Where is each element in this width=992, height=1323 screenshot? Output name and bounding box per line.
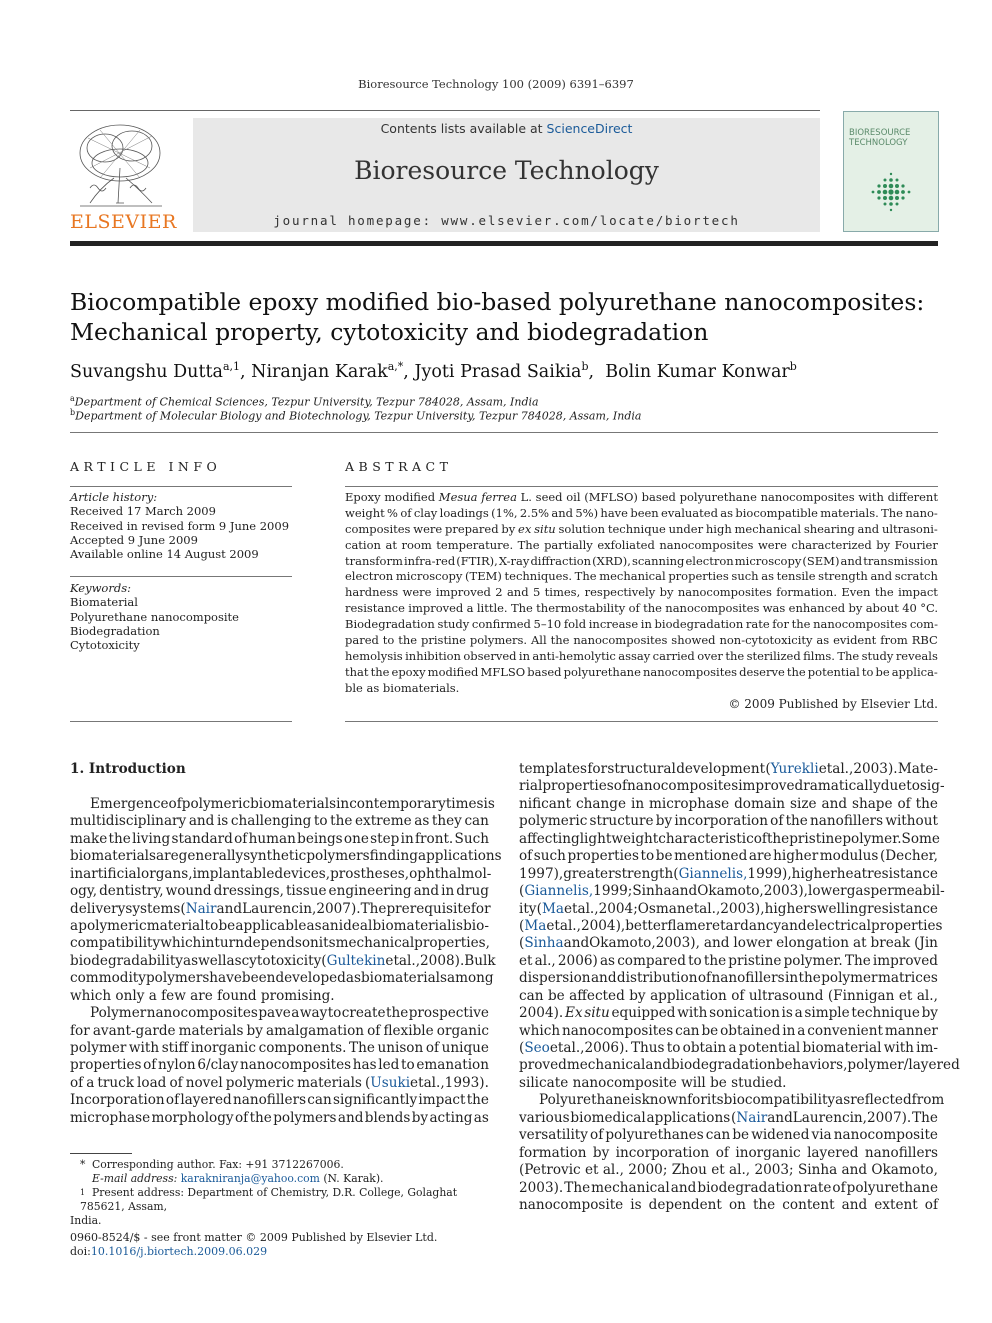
header-thick-rule <box>70 241 938 246</box>
affiliation-rule <box>70 432 938 433</box>
affiliation-sup: a <box>70 394 75 403</box>
body-line: silicate nanocomposite will be studied. <box>519 1074 787 1091</box>
abstract-line: ble as biomaterials. <box>345 680 460 695</box>
contents-prefix: Contents lists available at <box>380 121 547 136</box>
body-line: multidisciplinary and is challenging to the extreme as they can <box>70 813 489 830</box>
email-label: E-mail address: <box>92 1172 178 1185</box>
body-line: polymeric structure by incorporation of the nanofillers without <box>519 813 938 830</box>
abstract-copyright: © 2009 Published by Elsevier Ltd. <box>728 697 938 711</box>
abstract-line: that the epoxy modified MFLSO based polyurethane nanocomposites deserve the potential to be applica- <box>345 664 938 679</box>
contents-line <box>193 121 820 136</box>
section-heading: 1. Introduction <box>70 761 186 777</box>
info-bottom-rule <box>70 721 292 722</box>
author-sep: , <box>403 361 415 382</box>
body-line: compatibility which in turn depends on its mechanical properties, <box>70 935 490 952</box>
keywords <box>70 581 292 652</box>
history-item: Accepted 9 June 2009 <box>70 532 198 547</box>
body-line: ity (Maetal.,2004;Osmanetal.,2003), higher swelling resistance <box>519 900 938 917</box>
body-line: of a truck load of novel polymeric materials (Usukietal.,1993). <box>70 1074 489 1091</box>
body-line: (SinhaandOkamoto,2003), and lower elongation at break (Jin <box>519 935 938 952</box>
doi-link[interactable]: 10.1016/j.biortech.2009.06.029 <box>90 1245 268 1258</box>
front-matter <box>70 1231 437 1259</box>
doi-label: doi: <box>70 1245 91 1258</box>
footnote-email <box>70 1172 490 1186</box>
author-list <box>70 360 938 382</box>
history-label: Article history: <box>70 490 158 504</box>
body-line: Emergence of polymeric biomaterials in contemporary times is <box>90 795 495 812</box>
elsevier-logo[interactable] <box>70 118 177 234</box>
body-line: Incorporation of layered nanofillers can significantly impact the <box>70 1092 489 1109</box>
body-right-column <box>519 761 960 1214</box>
abstract-line: resistance improved a little. The thermostability of the nanocomposites was enhanced by about 40 °C. <box>345 601 938 616</box>
keywords-rule <box>70 576 292 577</box>
author-sup: a,1 <box>222 360 240 373</box>
body-line: 2003). The mechanical and biodegradation rate of polyurethane <box>519 1179 938 1196</box>
keyword: Biomaterial <box>70 595 138 610</box>
title-line: Mechanical property, cytotoxicity and biodegradation <box>70 318 709 346</box>
body-line: microphase morphology of the polymers and blends by acting as <box>70 1109 489 1126</box>
body-line: delivery systems (NairandLaurencin,2007). The prerequisite for <box>70 900 491 917</box>
footnote-text: India. <box>70 1214 102 1227</box>
body-line: which only a few are found promising. <box>70 987 335 1004</box>
abstract-heading: ABSTRACT <box>345 459 453 474</box>
footnotes <box>70 1158 490 1228</box>
body-line: (Seoetal.,2006). Thus to obtain a potential biomaterial with im- <box>519 1040 938 1056</box>
footnote-text: Present address: Department of Chemistry, D.R. College, Golaghat 785621, Assam, <box>80 1186 458 1213</box>
abstract-bottom-rule <box>345 721 938 722</box>
history-item: Available online 14 August 2009 <box>70 547 259 562</box>
cover-pattern-icon <box>844 112 938 231</box>
abstract-rule <box>345 486 938 487</box>
body-line: Polymer nanocomposites pave a way to create the prospective <box>90 1005 489 1022</box>
author-name[interactable]: Bolin Kumar Konwar <box>605 361 790 382</box>
body-line: (Giannelis,1999;SinhaandOkamoto,2003), lower gas permeabil- <box>519 883 945 900</box>
body-line: (Petrovic et al., 2000; Zhou et al., 2003; Sinha and Okamoto, <box>519 1162 938 1179</box>
journal-citation: Bioresource Technology 100 (2009) 6391–6397 <box>358 77 634 91</box>
body-line: of such properties to be mentioned are higher modulus (Decher, <box>519 848 938 865</box>
journal-homepage[interactable]: journal homepage: www.elsevier.com/locate/biortech <box>273 213 740 228</box>
body-line: affecting light weight characteristic of the pristine polymer. Some <box>519 830 940 847</box>
body-line: et al., 2006) as compared to the pristine polymer. The improved <box>519 952 938 969</box>
abstract-line: cation at room temperature. The partially exfoliated nanocomposites were characterized by Fourier <box>345 537 938 552</box>
abstract-line: hemolysis inhibition observed in anti-hemolytic assay carried over the sterilized films. The study reveals <box>345 648 938 663</box>
history-item: Received 17 March 2009 <box>70 504 216 519</box>
keywords-label: Keywords: <box>70 581 131 595</box>
body-line: properties of nylon 6/clay nanocomposites has led to emanation <box>70 1057 489 1074</box>
abstract-line: transform infra-red (FTIR), X-ray diffraction (XRD), scanning electron microscopy (SEM) and transmission <box>345 553 938 568</box>
article-info-rule <box>70 486 292 487</box>
body-line: biodegradability as well as cytotoxicity (Gultekinetal.,2008). Bulk <box>70 952 496 969</box>
author-sep: , <box>588 361 606 382</box>
body-line: versatility of polyurethanes can be widened via nanocomposite <box>519 1127 938 1144</box>
affiliation-text: Department of Chemical Sciences, Tezpur University, Tezpur 784028, Assam, India <box>74 395 539 409</box>
body-line: nanocomposite is dependent on the content and extent of <box>519 1196 938 1213</box>
abstract-line: weight % of clay loadings (1%, 2.5% and 5%) have been evaluated as biocompatible materials. The nano- <box>345 505 938 520</box>
footnote-present-address: 1 Present address: Department of Chemistry, D.R. College, Golaghat 785621, Assam, <box>80 1186 458 1213</box>
abstract-line: Biodegradation study confirmed 5–10 fold increase in biodegradation rate for the nanocomposites com- <box>345 617 938 632</box>
article-info-heading: ARTICLE INFO <box>70 459 222 474</box>
email-suffix: (N. Karak). <box>323 1172 384 1185</box>
affiliation-a <box>70 394 938 409</box>
article-history <box>70 490 292 561</box>
body-line: polymer with stiff inorganic components. The unison of unique <box>70 1040 489 1056</box>
journal-name: Bioresource Technology <box>354 156 659 185</box>
body-left-column <box>70 761 502 1127</box>
author-name[interactable]: Suvangshu Dutta <box>70 361 223 382</box>
footnote-corresponding: * Corresponding author. Fax: +91 3712267006. <box>80 1158 344 1171</box>
history-item: Received in revised form 9 June 2009 <box>70 518 290 533</box>
email-link[interactable]: karakniranja@yahoo.com <box>180 1172 320 1185</box>
author-name[interactable]: Jyoti Prasad Saikia <box>414 361 582 382</box>
body-line: for avant-garde materials by amalgamation of flexible organic <box>70 1022 489 1039</box>
body-line: biomaterials are generally synthetic polymers finding applications <box>70 848 502 865</box>
body-line: rial properties of nanocomposites improve dramatically due to sig- <box>519 778 945 795</box>
body-line: 2004). Ex situ equipped with sonication is a simple technique by <box>519 1005 938 1022</box>
abstract-line: composites were prepared by ex situ solution technique under high mechanical shearing and ultrasoni- <box>345 521 938 536</box>
body-line: 1997), greater strength (Giannelis,1999), higher heat resistance <box>519 865 938 882</box>
footnote-rule <box>70 1153 132 1154</box>
body-line: which nanocomposites can be obtained in a convenient manner <box>519 1022 938 1039</box>
sciencedirect-link[interactable]: ScienceDirect <box>546 121 633 136</box>
footnote-text: Corresponding author. Fax: +91 3712267006. <box>92 1158 344 1171</box>
abstract-line: hardness were improved 2 and 5 times, respectively by nanocomposites formation. Even the impact <box>345 585 938 600</box>
journal-cover-image[interactable] <box>843 111 939 232</box>
body-line: ogy, dentistry, wound dressings, tissue engineering and in drug <box>70 883 489 900</box>
body-line: nificant change in microphase domain size and shape of the <box>519 795 938 812</box>
body-line: (Maetal.,2004), better flame retardancy and electrical properties <box>519 917 943 934</box>
keyword: Biodegradation <box>70 623 160 638</box>
affiliation-sup: b <box>70 408 76 417</box>
keyword: Polyurethane nanocomposite <box>70 609 239 624</box>
abstract-line: Epoxy modified Mesua ferrea L. seed oil (MFLSO) based polyurethane nanocomposites with different <box>345 490 938 504</box>
affiliation-text: Department of Molecular Biology and Biotechnology, Tezpur University, Tezpur 784028, Assam, India <box>75 409 642 423</box>
abstract-line: electron microscopy (TEM) techniques. The mechanical properties such as tensile strength and scratch <box>345 569 938 584</box>
author-sup: a,* <box>387 360 404 373</box>
abstract-line: pared to the pristine polymers. All the nanocomposites showed non-cytotoxicity as evident from RBC <box>345 633 938 648</box>
author-sup: b <box>789 360 797 373</box>
body-line: various biomedical applications (NairandLaurencin,2007). The <box>519 1109 938 1126</box>
section-spacer <box>70 778 489 795</box>
body-line: make the living standard of human beings one step in front. Such <box>70 830 489 847</box>
body-line: dispersion and distribution of nanofillers in the polymer matrices <box>519 970 938 987</box>
title-line: Biocompatible epoxy modified bio-based polyurethane nanocomposites: <box>70 288 925 316</box>
article-title <box>70 287 938 347</box>
elsevier-wordmark: ELSEVIER <box>70 211 177 233</box>
affiliation-b <box>70 408 938 423</box>
keyword: Cytotoxicity <box>70 638 140 653</box>
doi-line <box>70 1245 437 1259</box>
author-name[interactable]: Niranjan Karak <box>251 361 388 382</box>
abstract-body <box>345 490 938 697</box>
body-line: Polyurethane is known for its biocompatibility as reflected from <box>539 1092 945 1109</box>
body-line: templates for structural development (Yureklietal.,2003). Mate- <box>519 761 938 777</box>
header-rule <box>70 110 820 111</box>
body-line: a polymeric material to be applicable as an ideal biomaterial is bio- <box>70 917 489 934</box>
body-line: can be affected by application of ultrasound (Finnigan et al., <box>519 987 938 1004</box>
issn-line: 0960-8524/$ - see front matter © 2009 Published by Elsevier Ltd. <box>70 1231 438 1244</box>
body-line: proved mechanical and biodegradation behaviors, polymer/layered <box>519 1057 960 1074</box>
author-sup: b <box>581 360 589 373</box>
author-sep: , <box>240 361 252 382</box>
body-line: formation by incorporation of inorganic layered nanofillers <box>519 1144 938 1161</box>
cover-title: BIORESOURCE TECHNOLOGY <box>849 128 911 148</box>
body-line: in artificial organs, implantable devices, prostheses, ophthalmol- <box>70 865 492 882</box>
body-line: commodity polymers have been developed as biomaterials among <box>70 970 494 987</box>
